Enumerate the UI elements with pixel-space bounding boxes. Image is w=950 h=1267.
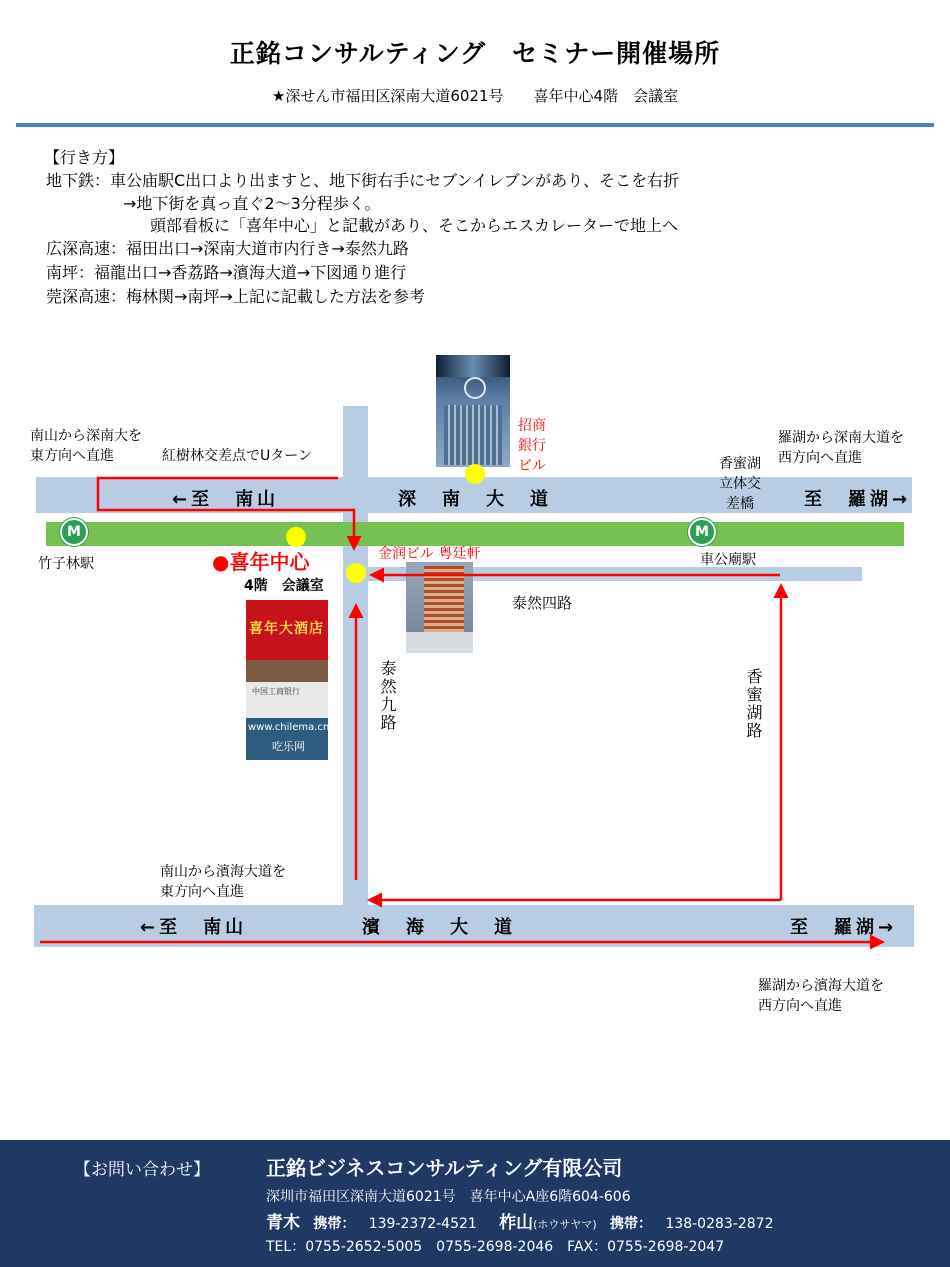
hotel-sign: 喜年大酒店 — [249, 621, 324, 637]
directions-heading: 【行き方】 — [44, 148, 125, 167]
interchange-label-2: 立体交 — [719, 476, 761, 492]
destination-marker-icon: ● — [212, 550, 230, 574]
tairan4-label: 泰然四路 — [512, 594, 573, 612]
destination-floor: 4階 会議室 — [244, 578, 324, 594]
web-sub-sign: 吃乐网 — [272, 740, 305, 753]
directions-line-subway-3: 頭部看板に「喜年中心」と記載があり、そこからエスカレーターで地上へ — [150, 216, 679, 235]
note-bottom-left-2: 東方向へ直進 — [160, 884, 244, 900]
mobile-label-2: 携帯： — [610, 1216, 653, 1232]
shennan-label-west: ←至 南山 — [172, 489, 280, 510]
zhaoshang-label-2: 銀行 — [518, 438, 546, 454]
tairan9-label: 泰然九路 — [378, 660, 397, 732]
destination-name: 喜年中心 — [229, 550, 310, 574]
directions-line-subway: 地下鉄：車公庙駅C出口より出ますと、地下街右手にセブンイレブンがあり、そこを右折 — [46, 171, 680, 190]
xinian-marker — [286, 527, 306, 547]
zhaoshang-label-3: ビル — [518, 458, 546, 474]
binhai-label: 濱 海 大 道 — [362, 917, 516, 938]
metro-icon: M — [688, 518, 716, 546]
xiangmihu-label: 香蜜湖路 — [744, 668, 763, 740]
web-sign: www.chilema.cn — [248, 722, 330, 733]
mobile-number-2[interactable]: 138-0283-2872 — [665, 1216, 774, 1232]
directions-line-subway-2: →地下街を真っ直ぐ2～3分程歩く。 — [123, 194, 381, 213]
uturn-note: 紅樹林交差点でUターン — [162, 448, 312, 464]
venue-address: ★深せん市福田区深南大道6021号 喜年中心4階 会議室 — [271, 87, 679, 105]
note-top-right-1: 羅湖から深南大道を — [778, 430, 904, 446]
tel-fax: TEL：0755-2652-5005 0755-2698-2046 FAX：0755-2698-2047 — [266, 1239, 725, 1255]
note-bottom-right-2: 西方向へ直進 — [758, 998, 842, 1014]
destination-label — [212, 546, 309, 575]
interchange-label-1: 香蜜湖 — [719, 456, 761, 472]
mobile-label-1: 携帯： — [313, 1216, 356, 1232]
zhaoshang-label-1: 招商 — [518, 418, 546, 434]
jinrun-marker — [346, 563, 366, 583]
metro-icon: M — [60, 518, 88, 546]
contact-label: 【お問い合わせ】 — [74, 1160, 210, 1180]
station-zhuzilin: 竹子林駅 — [38, 556, 94, 572]
note-top-left-1: 南山から深南大を — [30, 428, 142, 444]
contact-name-2-kana: (ホウサヤマ) — [533, 1218, 597, 1231]
contact-phones — [266, 1208, 773, 1233]
note-bottom-left-1: 南山から濱海大道を — [160, 864, 286, 880]
directions-line-guangshen: 広深高速：福田出口→深南大道市内行き→泰然九路 — [46, 239, 409, 258]
note-bottom-right-1: 羅湖から濱海大道を — [758, 978, 884, 994]
binhai-label-west: ←至 南山 — [140, 917, 248, 938]
contact-footer — [0, 1140, 950, 1267]
binhai-label-east: 至 羅湖→ — [790, 917, 898, 938]
company-address: 深圳市福田区深南大道6021号 喜年中心A座6階604-606 — [266, 1189, 631, 1205]
shennan-label: 深 南 大 道 — [398, 489, 552, 510]
station-chegongmiao: 車公廟駅 — [700, 552, 756, 568]
interchange-label-3: 差橋 — [726, 496, 754, 512]
bank-sign: 中国工商银行 — [252, 687, 300, 696]
jinrun-label: 金润ビル 粤廷軒 — [378, 546, 481, 562]
contact-name-2: 柞山 — [499, 1213, 534, 1233]
mobile-number-1[interactable]: 139-2372-4521 — [368, 1216, 477, 1232]
directions-line-guanshen: 莞深高速：梅林関→南坪→上記に記載した方法を参考 — [46, 287, 425, 306]
zhaoshang-marker — [465, 464, 485, 484]
directions-line-nanping: 南坪：福龍出口→香荔路→濱海大道→下図通り進行 — [46, 263, 407, 282]
company-name: 正銘ビジネスコンサルティング有限公司 — [266, 1156, 623, 1180]
contact-name-1: 青木 — [266, 1213, 300, 1233]
note-top-right-2: 西方向へ直進 — [778, 450, 862, 466]
shennan-label-east: 至 羅湖→ — [804, 489, 912, 510]
page-title: 正銘コンサルティング セミナー開催場所 — [229, 39, 721, 68]
note-top-left-2: 東方向へ直進 — [30, 448, 114, 464]
